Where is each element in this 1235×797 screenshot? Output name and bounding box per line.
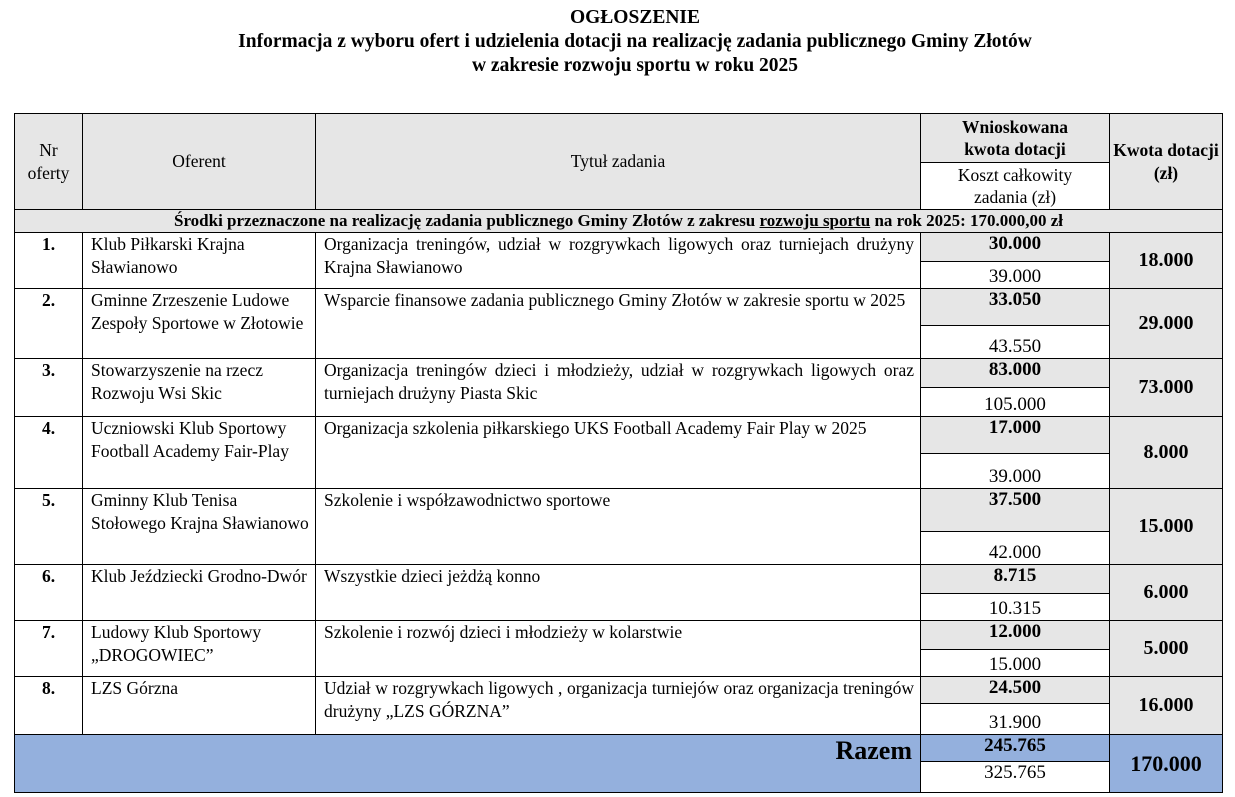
section-row (15, 210, 1223, 233)
offer-total-cost: 10.315 (921, 594, 1110, 621)
table-row (15, 677, 1223, 704)
total-row (15, 735, 1223, 762)
offer-grant-amount: 29.000 (1110, 289, 1223, 359)
offer-requested-amount: 24.500 (921, 677, 1110, 704)
offer-applicant: Klub Jeździecki Grodno-Dwór (83, 565, 316, 621)
table-row (15, 359, 1223, 388)
header-row (15, 114, 1223, 163)
offer-applicant: Ludowy Klub Sportowy „DROGOWIEC” (83, 621, 316, 677)
total-cost: 325.765 (921, 762, 1110, 793)
offer-grant-amount: 6.000 (1110, 565, 1223, 621)
offer-grant-amount: 18.000 (1110, 233, 1223, 289)
table-row (15, 289, 1223, 326)
announcement-subtitle-line1: Informacja z wyboru ofert i udzielenia dotacji na realizację zadania publicznego Gminy Złotów (238, 31, 1032, 52)
offer-applicant: Klub Piłkarski Krajna Sławianowo (83, 233, 316, 289)
offer-applicant: Gminny Klub Tenisa Stołowego Krajna Sławianowo (83, 489, 316, 565)
offer-task-title: Szkolenie i rozwój dzieci i młodzieży w kolarstwie (316, 621, 921, 677)
budget-note: Środki przeznaczone na realizację zadania publicznego Gminy Złotów z zakresu rozwoju sportu na rok 2025: 170.000,00 zł (15, 210, 1223, 233)
offer-grant-amount: 5.000 (1110, 621, 1223, 677)
grants-table (14, 113, 1223, 793)
offer-number: 6. (15, 565, 83, 621)
offer-number: 5. (15, 489, 83, 565)
table-row (15, 233, 1223, 262)
offer-total-cost: 15.000 (921, 650, 1110, 677)
offer-total-cost: 42.000 (921, 532, 1110, 565)
offer-task-title: Organizacja szkolenia piłkarskiego UKS Football Academy Fair Play w 2025 (316, 417, 921, 489)
offer-number: 4. (15, 417, 83, 489)
offer-requested-amount: 12.000 (921, 621, 1110, 650)
offer-requested-amount: 8.715 (921, 565, 1110, 594)
offer-grant-amount: 8.000 (1110, 417, 1223, 489)
offer-number: 3. (15, 359, 83, 417)
offer-number: 2. (15, 289, 83, 359)
offer-task-title: Udział w rozgrywkach ligowych , organizacja turniejów oraz organizacja treningów drużyny „LZS GÓRZNA” (316, 677, 921, 735)
offer-total-cost: 39.000 (921, 454, 1110, 489)
offer-requested-amount: 30.000 (921, 233, 1110, 262)
header-total-cost: Koszt całkowity zadania (zł) (921, 163, 1110, 210)
header-title: Tytuł zadania (316, 114, 921, 210)
announcement-subtitle-line2: w zakresie rozwoju sportu w roku 2025 (471, 55, 799, 76)
offer-requested-amount: 17.000 (921, 417, 1110, 454)
document-heading (0, 6, 1235, 78)
offer-requested-amount: 33.050 (921, 289, 1110, 326)
offer-applicant: Uczniowski Klub Sportowy Football Academy Fair-Play (83, 417, 316, 489)
offer-task-title: Wsparcie finansowe zadania publicznego Gminy Złotów w zakresie sportu w 2025 (316, 289, 921, 359)
offer-grant-amount: 73.000 (1110, 359, 1223, 417)
table-row (15, 489, 1223, 532)
table-row (15, 565, 1223, 594)
table-row (15, 621, 1223, 650)
total-grant: 170.000 (1110, 735, 1223, 793)
offer-total-cost: 31.900 (921, 704, 1110, 735)
table-row (15, 417, 1223, 454)
offer-applicant: LZS Górzna (83, 677, 316, 735)
budget-note-underlined: rozwoju sportu (759, 211, 871, 230)
offer-applicant: Stowarzyszenie na rzecz Rozwoju Wsi Skic (83, 359, 316, 417)
offer-requested-amount: 37.500 (921, 489, 1110, 532)
offer-total-cost: 43.550 (921, 326, 1110, 359)
announcement-title: OGŁOSZENIE (569, 7, 701, 28)
offer-total-cost: 105.000 (921, 388, 1110, 417)
offer-task-title: Organizacja treningów dzieci i młodzieży, udział w rozgrywkach ligowych oraz turniejach drużyny Piasta Skic (316, 359, 921, 417)
header-requested: Wnioskowana kwota dotacji (921, 114, 1110, 163)
offer-task-title: Szkolenie i współzawodnictwo sportowe (316, 489, 921, 565)
offer-grant-amount: 16.000 (1110, 677, 1223, 735)
header-oferent: Oferent (83, 114, 316, 210)
offer-applicant: Gminne Zrzeszenie Ludowe Zespoły Sportowe w Złotowie (83, 289, 316, 359)
offer-task-title: Wszystkie dzieci jeżdżą konno (316, 565, 921, 621)
offer-number: 7. (15, 621, 83, 677)
offer-grant-amount: 15.000 (1110, 489, 1223, 565)
offer-number: 8. (15, 677, 83, 735)
offer-total-cost: 39.000 (921, 262, 1110, 289)
header-nr: Nr oferty (15, 114, 83, 210)
offer-task-title: Organizacja treningów, udział w rozgrywkach ligowych oraz turniejach drużyny Krajna Sławianowo (316, 233, 921, 289)
header-grant: Kwota dotacji (zł) (1110, 114, 1223, 210)
offer-requested-amount: 83.000 (921, 359, 1110, 388)
offer-number: 1. (15, 233, 83, 289)
total-label: Razem (15, 735, 921, 793)
total-requested: 245.765 (921, 735, 1110, 762)
